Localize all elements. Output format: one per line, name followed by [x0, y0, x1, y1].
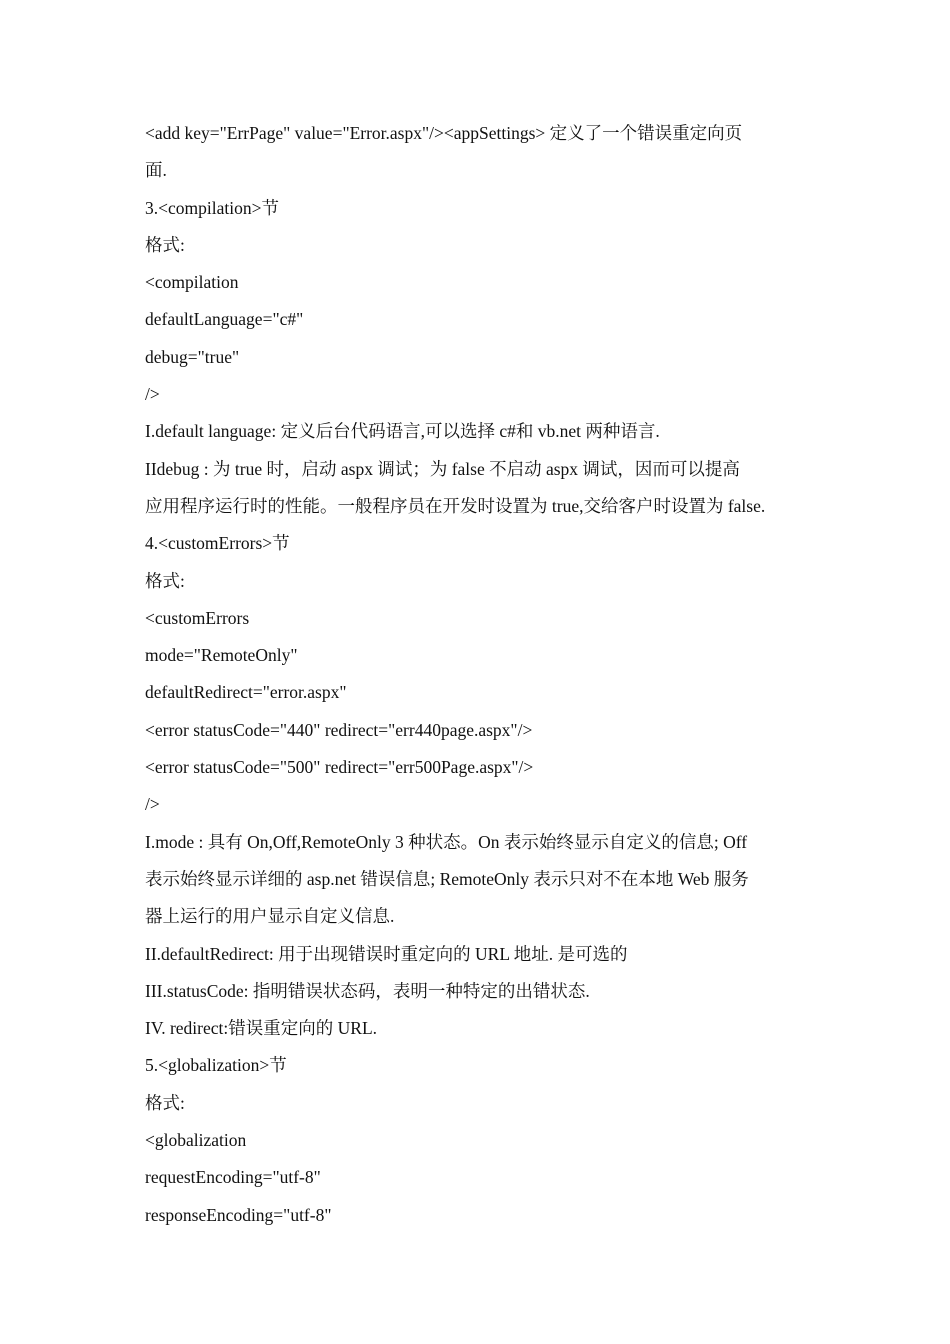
- code-line: responseEncoding="utf-8": [145, 1204, 332, 1225]
- code-line: />: [145, 794, 160, 815]
- code-line: />: [145, 384, 160, 405]
- description-line: 应用程序运行时的性能。一般程序员在开发时设置为 true,交给客户时设置为 false.: [145, 495, 766, 516]
- description-line: IIdebug : 为 true 时，启动 aspx 调试；为 false 不启动 aspx 调试，因而可以提高: [145, 458, 740, 479]
- section-heading-globalization: 5.<globalization>节: [145, 1055, 287, 1076]
- code-line: <error statusCode="440" redirect="err440page.aspx"/>: [145, 719, 533, 740]
- text-line-appsettings-errpage: <add key="ErrPage" value="Error.aspx"/><appSettings> 定义了一个错误重定向页: [145, 123, 743, 143]
- code-line: <compilation: [145, 272, 239, 293]
- format-label: 格式:: [145, 234, 185, 255]
- description-line: III.statusCode: 指明错误状态码，表明一种特定的出错状态.: [145, 980, 590, 1001]
- description-line: II.defaultRedirect: 用于出现错误时重定向的 URL 地址. 是可选的: [145, 943, 628, 964]
- code-line: defaultRedirect="error.aspx": [145, 682, 347, 703]
- code-line: requestEncoding="utf-8": [145, 1167, 321, 1188]
- code-line: mode="RemoteOnly": [145, 645, 298, 666]
- document-body: [145, 115, 825, 1234]
- section-heading-compilation: 3.<compilation>节: [145, 197, 279, 218]
- section-heading-customerrors: 4.<customErrors>节: [145, 533, 290, 554]
- code-line: <customErrors: [145, 607, 250, 628]
- description-line: I.default language: 定义后台代码语言,可以选择 c#和 vb.net 两种语言.: [145, 421, 660, 442]
- code-line: <globalization: [145, 1130, 247, 1151]
- text-line-appsettings-errpage-cont: 面.: [145, 160, 167, 181]
- description-line: I.mode : 具有 On,Off,RemoteOnly 3 种状态。On 表示始终显示自定义的信息; Off: [145, 831, 748, 852]
- format-label: 格式:: [145, 570, 185, 591]
- description-line: 器上运行的用户显示自定义信息.: [145, 906, 395, 927]
- code-line: <error statusCode="500" redirect="err500Page.aspx"/>: [145, 757, 534, 778]
- description-line: 表示始终显示详细的 asp.net 错误信息; RemoteOnly 表示只对不在本地 Web 服务: [145, 868, 749, 889]
- description-line: IV. redirect:错误重定向的 URL.: [145, 1018, 378, 1039]
- code-line: defaultLanguage="c#": [145, 309, 304, 330]
- format-label: 格式:: [145, 1092, 185, 1113]
- code-line: debug="true": [145, 346, 240, 367]
